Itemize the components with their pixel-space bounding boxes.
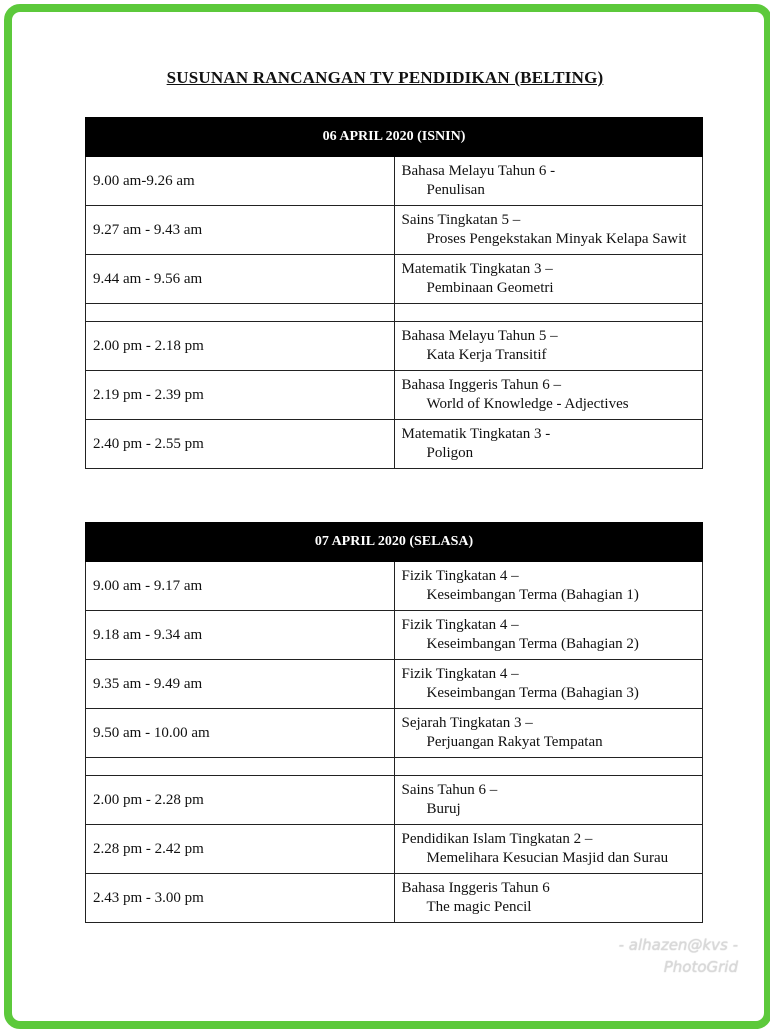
subject-cell	[394, 562, 703, 611]
table-row	[86, 255, 703, 304]
day-header: 07 APRIL 2020 (SELASA)	[86, 523, 703, 562]
subject-cell	[394, 255, 703, 304]
day-header-row	[86, 118, 703, 157]
empty-cell	[86, 758, 395, 776]
time-cell: 2.00 pm - 2.28 pm	[86, 776, 395, 825]
topic-label: The magic Pencil	[426, 899, 532, 915]
topic-label: Keseimbangan Terma (Bahagian 3)	[426, 685, 639, 701]
subject-label: Matematik Tingkatan 3 -	[401, 426, 551, 442]
watermark-app: PhotoGrid	[663, 958, 738, 976]
time-cell: 9.50 am - 10.00 am	[86, 709, 395, 758]
subject-label: Pendidikan Islam Tingkatan 2 –	[401, 831, 593, 847]
topic-label: Pembinaan Geometri	[426, 280, 554, 296]
time-cell: 9.44 am - 9.56 am	[86, 255, 395, 304]
table-row	[86, 157, 703, 206]
subject-cell	[394, 420, 703, 469]
empty-cell	[394, 304, 703, 322]
subject-cell	[394, 371, 703, 420]
time-cell: 2.40 pm - 2.55 pm	[86, 420, 395, 469]
table-row	[86, 420, 703, 469]
topic-label: Memelihara Kesucian Masjid dan Surau	[426, 850, 669, 866]
table-row	[86, 776, 703, 825]
topic-label: Kata Kerja Transitif	[426, 347, 547, 363]
time-cell: 9.35 am - 9.49 am	[86, 660, 395, 709]
table-row	[86, 206, 703, 255]
time-cell: 9.00 am-9.26 am	[86, 157, 395, 206]
topic-label: Buruj	[426, 801, 461, 817]
table-row	[86, 709, 703, 758]
subject-cell	[394, 206, 703, 255]
empty-cell	[86, 304, 395, 322]
subject-cell	[394, 709, 703, 758]
subject-label: Bahasa Inggeris Tahun 6	[401, 880, 550, 896]
table-row	[86, 825, 703, 874]
watermark	[619, 934, 738, 978]
schedule-table-day-1	[85, 117, 703, 469]
time-cell: 9.27 am - 9.43 am	[86, 206, 395, 255]
subject-label: Sains Tingkatan 5 –	[401, 212, 521, 228]
topic-label: Keseimbangan Terma (Bahagian 2)	[426, 636, 639, 652]
subject-cell	[394, 157, 703, 206]
topic-label: Perjuangan Rakyat Tempatan	[426, 734, 603, 750]
table-row	[86, 371, 703, 420]
topic-label: Keseimbangan Terma (Bahagian 1)	[426, 587, 639, 603]
topic-label: Poligon	[426, 445, 474, 461]
page-title: SUSUNAN RANCANGAN TV PENDIDIKAN (BELTING)	[166, 68, 604, 87]
subject-label: Bahasa Inggeris Tahun 6 –	[401, 377, 561, 393]
subject-label: Fizik Tingkatan 4 –	[401, 568, 519, 584]
subject-cell	[394, 776, 703, 825]
break-row	[86, 758, 703, 776]
subject-label: Sejarah Tingkatan 3 –	[401, 715, 533, 731]
watermark-credit: - alhazen@kvs -	[618, 936, 738, 954]
subject-cell	[394, 874, 703, 923]
topic-label: Penulisan	[426, 182, 485, 198]
table-row	[86, 562, 703, 611]
subject-label: Sains Tahun 6 –	[401, 782, 498, 798]
topic-label: World of Knowledge - Adjectives	[426, 396, 629, 412]
table-row	[86, 660, 703, 709]
subject-cell	[394, 660, 703, 709]
table-row	[86, 611, 703, 660]
subject-cell	[394, 611, 703, 660]
day-header-row	[86, 523, 703, 562]
subject-label: Matematik Tingkatan 3 –	[401, 261, 553, 277]
time-cell: 9.18 am - 9.34 am	[86, 611, 395, 660]
subject-label: Fizik Tingkatan 4 –	[401, 617, 519, 633]
topic-label: Proses Pengekstakan Minyak Kelapa Sawit	[426, 231, 687, 247]
empty-cell	[394, 758, 703, 776]
time-cell: 2.43 pm - 3.00 pm	[86, 874, 395, 923]
time-cell: 2.00 pm - 2.18 pm	[86, 322, 395, 371]
time-cell: 9.00 am - 9.17 am	[86, 562, 395, 611]
break-row	[86, 304, 703, 322]
subject-label: Bahasa Melayu Tahun 6 -	[401, 163, 556, 179]
schedule-table-day-2	[85, 522, 703, 923]
subject-label: Bahasa Melayu Tahun 5 –	[401, 328, 558, 344]
subject-cell	[394, 322, 703, 371]
time-cell: 2.28 pm - 2.42 pm	[86, 825, 395, 874]
day-header: 06 APRIL 2020 (ISNIN)	[86, 118, 703, 157]
time-cell: 2.19 pm - 2.39 pm	[86, 371, 395, 420]
table-row	[86, 322, 703, 371]
subject-cell	[394, 825, 703, 874]
subject-label: Fizik Tingkatan 4 –	[401, 666, 519, 682]
table-row	[86, 874, 703, 923]
